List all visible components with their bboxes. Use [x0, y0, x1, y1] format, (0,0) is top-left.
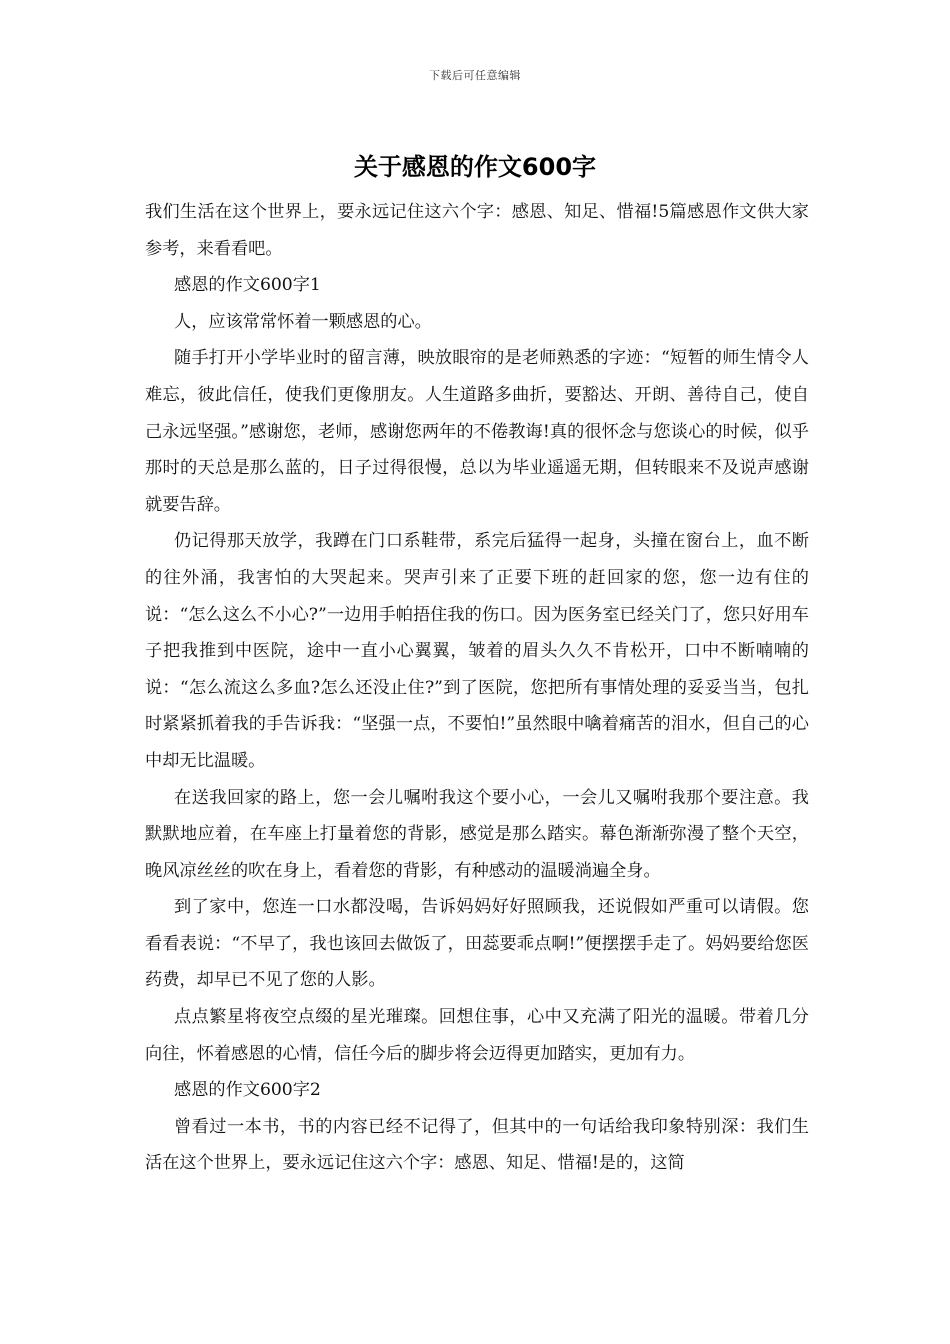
paragraph: 仍记得那天放学，我蹲在门口系鞋带，系完后猛得一起身，头撞在窗台上，血不断的往外涌，我害怕的大哭起来。哭声引来了正要下班的赶回家的您，您一边有住的说：“怎么这么不小心?”一边用手帕捂住我的伤口。因为医务室已经关门了，您只好用车子把我推到中医院，途中一直小心翼翼，皱着的眉头久久不肯松开，口中不断喃喃的说：“怎么流这么多血?怎么还没止住?”到了医院，您把所有事情处理的妥妥当当，包扎时紧紧抓着我的手告诉我：“坚强一点，不要怕!”虽然眼中噙着痛苦的泪水，但自己的心中却无比温暖。 — [145, 531, 809, 771]
section-heading: 感恩的作文600字2 — [174, 1080, 321, 1101]
paragraph: 到了家中，您连一口水都没喝，告诉妈妈好好照顾我，还说假如严重可以请假。您看看表说：“不早了，我也该回去做饭了，田蕊要乖点啊!”便摆摆手走了。妈妈要给您医药费，却早已不见了您的人影。 — [145, 897, 809, 991]
header-note: 下载后可任意编辑 — [429, 69, 521, 82]
paragraph: 随手打开小学毕业时的留言薄，映放眼帘的是老师熟悉的字迹：“短暂的师生情令人难忘，彼此信任，使我们更像朋友。人生道路多曲折，要豁达、开朗、善待自己，使自己永远坚强。”感谢您，老师，感谢您两年的不倦教诲!真的很怀念与您谈心的时候，似乎那时的天总是那么蓝的，日子过得很慢，总以为毕业遥遥无期，但转眼来不及说声感谢就要告辞。 — [145, 348, 809, 515]
paragraph: 在送我回家的路上，您一会儿嘱咐我这个要小心，一会儿又嘱咐我那个要注意。我默默地应着，在车座上打量着您的背影，感觉是那么踏实。幕色渐渐弥漫了整个天空，晚风凉丝丝的吹在身上，看着您的背影，有种感动的温暖淌遍全身。 — [145, 787, 809, 881]
paragraph: 我们生活在这个世界上，要永远记住这六个字：感恩、知足、惜福!5篇感恩作文供大家参考，来看看吧。 — [145, 202, 809, 259]
paragraph: 人，应该常常怀着一颗感恩的心。 — [174, 311, 432, 332]
paragraph: 曾看过一本书，书的内容已经不记得了，但其中的一句话给我印象特别深：我们生活在这个世界上，要永远记住这六个字：感恩、知足、惜福!是的，这简 — [145, 1116, 809, 1174]
paragraph: 点点繁星将夜空点缀的星光璀璨。回想住事，心中又充满了阳光的温暖。带着几分向往，怀着感恩的心情，信任今后的脚步将会迈得更加踏实，更加有力。 — [145, 1007, 809, 1064]
document-title: 关于感恩的作文600字 — [353, 153, 597, 181]
section-heading: 感恩的作文600字1 — [174, 275, 321, 296]
document-body — [145, 194, 809, 1182]
